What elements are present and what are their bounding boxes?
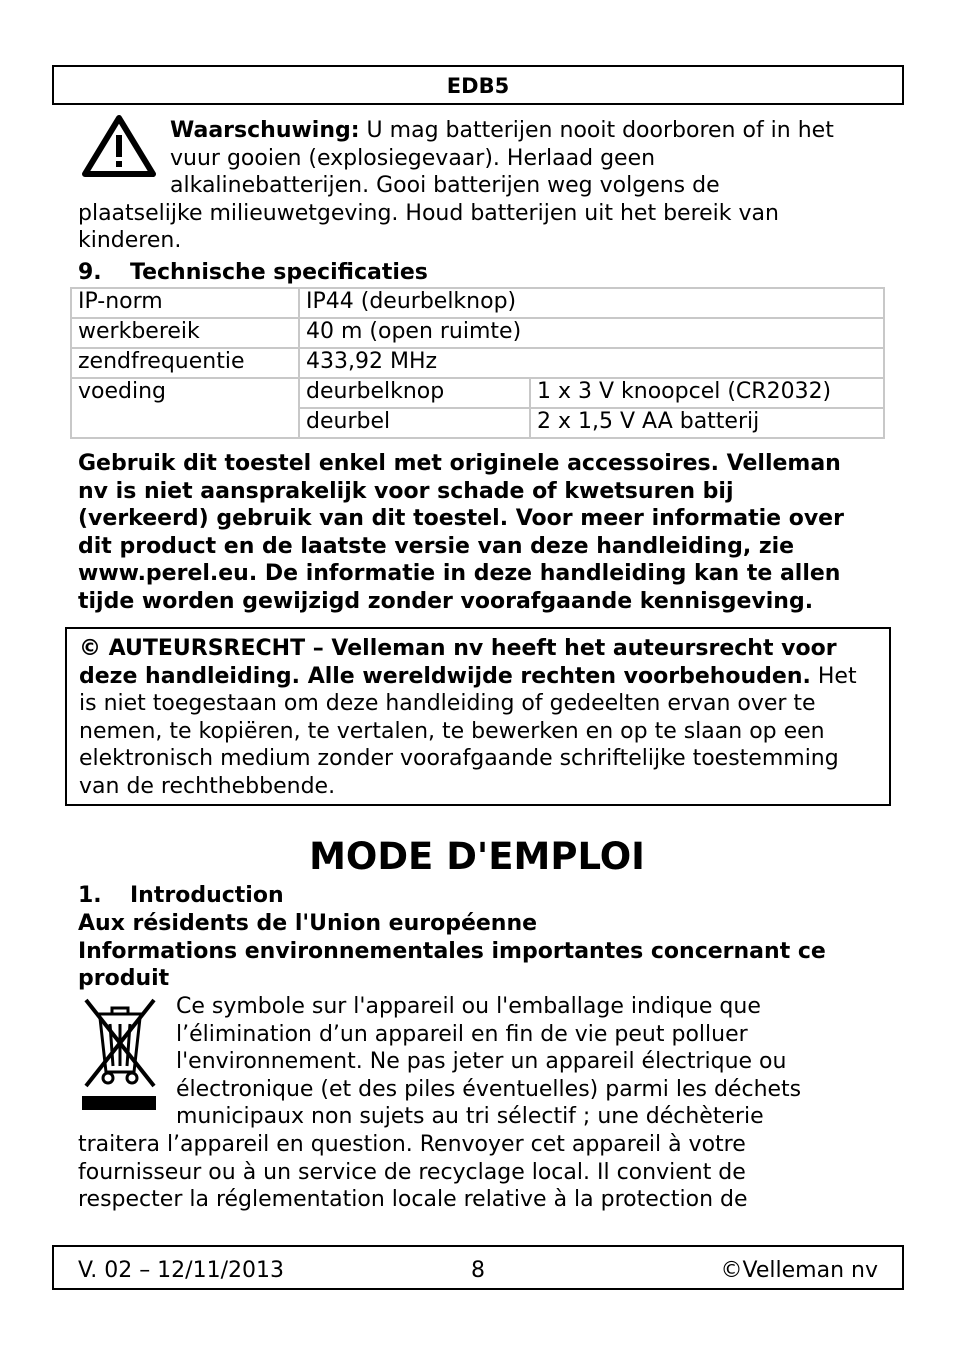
copyright-line: nemen, te kopiëren, te vertalen, te bewerken en op te slaan op een [79,718,825,744]
warning-line [78,117,878,145]
copyright-bold: deze handleiding. Alle wereldwijde rechten voorbehouden. [79,663,811,689]
copyright-text: Het [810,663,857,689]
spec-value: 433,92 MHz [299,348,884,378]
document-header [52,65,904,105]
weee-paragraph [78,993,898,1214]
warning-line: vuur gooien (explosiegevaar). Herlaad geen [170,145,656,171]
paragraph-line: l'environnement. Ne pas jeter un appareil électrique ou [176,1049,787,1075]
spec-label: zendfrequentie [71,348,299,378]
paragraph-line: municipaux non sujets au tri sélectif ; une déchèterie [176,1104,764,1130]
page-footer [52,1245,904,1290]
paragraph-line: Ce symbole sur l'appareil ou l'emballage indique que [176,994,761,1019]
spec-value: 1 x 3 V knoopcel (CR2032) [530,378,884,408]
section-heading-introduction [78,882,898,910]
copyright-line: is niet toegestaan om deze handleiding of gedeelten ervan over te [79,691,816,717]
spec-subpart: deurbel [299,408,530,438]
section-title: Introduction [130,883,284,908]
warning-line: kinderen. [78,228,182,253]
section-heading-specs [78,259,428,287]
paragraph-line: respecter la réglementation locale relative à la protection de [78,1187,748,1213]
warning-line: alkalinebatterijen. Gooi batterijen weg volgens de [170,173,720,198]
copyright-bold: © AUTEURSRECHT – Velleman nv heeft het auteursrecht voor [79,636,837,661]
spec-subpart: deurbelknop [299,378,530,408]
notice-line: Gebruik dit toestel enkel met originele accessoires. Velleman [78,451,841,476]
spec-label: werkbereik [71,318,299,348]
table-row [71,348,884,378]
specs-table [70,287,885,439]
table-row [71,318,884,348]
copyright-line [79,663,889,691]
warning-label: Waarschuwing: [170,118,360,143]
footer-copyright: ©Velleman nv [720,1258,878,1283]
section-title: Technische specificaties [130,260,428,285]
subheading: produit [78,966,170,992]
notice-line: nv is niet aansprakelijk voor schade of kwetsuren bij [78,478,734,504]
page-number: 8 [471,1258,485,1283]
spec-label: IP-norm [71,288,299,318]
paragraph-line: électronique (et des piles éventuelles) parmi les déchets [176,1076,802,1102]
paragraph-line: traitera l’appareil en question. Renvoyer cet appareil à votre [78,1131,746,1157]
table-row [71,288,884,318]
copyright-line: elektronisch medium zonder voorafgaande schriftelijke toestemming [79,746,839,772]
table-row [71,378,884,408]
paragraph-line: l’élimination d’un appareil en fin de vie peut polluer [176,1021,748,1047]
section-number: 1. [78,883,102,908]
subheading: Aux résidents de l'Union européenne [78,910,538,936]
notice-line: tijde worden gewijzigd zonder voorafgaande kennisgeving. [78,588,814,614]
subheading: Informations environnementales importantes concernant ce [78,938,826,964]
notice-line: www.perel.eu. De informatie in deze handleiding kan te allen [78,561,841,587]
introduction-headings [78,882,898,993]
battery-warning [78,117,878,255]
spec-value: 40 m (open ruimte) [299,318,884,348]
section-number: 9. [78,260,102,285]
spec-label: voeding [71,378,299,438]
notice-line: (verkeerd) gebruik van dit toestel. Voor meer informatie over [78,506,844,532]
copyright-line [79,635,889,663]
warning-line: plaatselijke milieuwetgeving. Houd batterijen uit het bereik van [78,200,779,226]
copyright-notice [65,627,891,806]
warning-text: U mag batterijen nooit doorboren of in het [359,118,834,143]
accessories-notice [78,450,888,616]
footer-version: V. 02 – 12/11/2013 [78,1258,284,1283]
spec-value: 2 x 1,5 V AA batterij [530,408,884,438]
manual-title: MODE D'EMPLOI [309,835,645,878]
paragraph-line: fournisseur ou à un service de recyclage local. Il convient de [78,1159,746,1185]
product-code: EDB5 [446,74,510,98]
spec-value: IP44 (deurbelknop) [299,288,884,318]
notice-line: dit product en de laatste versie van deze handleiding, zie [78,533,795,559]
copyright-line: van de rechthebbende. [79,773,336,799]
